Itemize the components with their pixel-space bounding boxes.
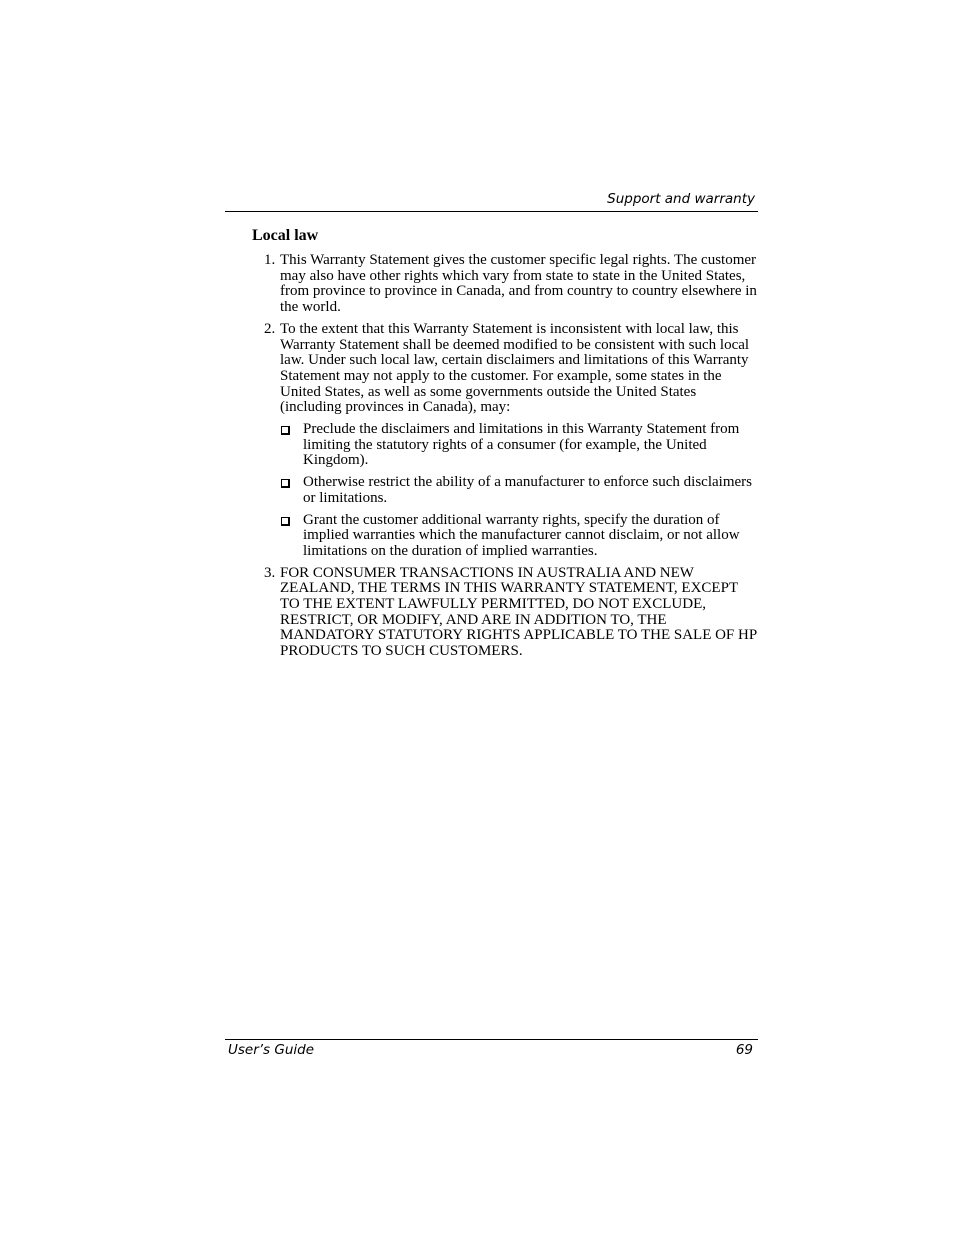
- list-item-1: [258, 253, 758, 316]
- checkbox-bullet-icon: [281, 426, 290, 435]
- numbered-list: [258, 253, 758, 666]
- list-item-2-text: To the extent that this Warranty Statement is inconsistent with local law, this Warranty Statement shall be deemed modified to be consistent with such local law. Under such local law, certain disclaimers and limitations of this Warranty Statement may not apply to the customer. For example, some states in the United States, as well as some governments outside the United States (including provinces in Canada), may:: [280, 320, 750, 416]
- section-heading: Local law: [252, 227, 319, 244]
- bullet-item-1: [258, 422, 758, 469]
- page-number: 69: [735, 1042, 753, 1058]
- list-marker-2: 2.: [264, 320, 276, 337]
- checkbox-bullet-icon: [281, 479, 290, 488]
- bullet-item-3: [258, 513, 758, 560]
- list-marker-1: 1.: [264, 252, 276, 268]
- bullet-item-3-text: Grant the customer additional warranty rights, specify the duration of implied warranties which the manufacturer cannot disclaim, or not allow limitations on the duration of implied warranties.: [303, 511, 740, 559]
- list-item-2: [258, 322, 758, 416]
- list-item-3-text: FOR CONSUMER TRANSACTIONS IN AUSTRALIA AND NEW ZEALAND, THE TERMS IN THIS WARRANTY STATEMENT, EXCEPT TO THE EXTENT LAWFULLY PERMITTED, DO NOT EXCLUDE, RESTRICT, OR MODIFY, AND ARE IN ADDITION TO, THE MANDATORY STATUTORY RIGHTS APPLICABLE TO THE SALE OF HP PRODUCTS TO SUCH CUSTOMERS.: [280, 564, 757, 660]
- header-rule: [225, 211, 758, 212]
- list-marker-3: 3.: [264, 564, 276, 581]
- bullet-list: [258, 422, 758, 560]
- footer-guide-title: User’s Guide: [228, 1042, 315, 1058]
- checkbox-bullet-icon: [281, 517, 290, 526]
- bullet-item-1-text: Preclude the disclaimers and limitations in this Warranty Statement from limiting the statutory rights of a consumer (for example, the United Kingdom).: [303, 421, 740, 469]
- footer-rule: [225, 1039, 758, 1040]
- bullet-item-2-text: Otherwise restrict the ability of a manufacturer to enforce such disclaimers or limitations.: [303, 474, 752, 506]
- bullet-item-2: [258, 475, 758, 506]
- running-header: Support and warranty: [607, 191, 755, 207]
- list-item-1-text: This Warranty Statement gives the customer specific legal rights. The customer may also have other rights which vary from state to state in the United States, from province to province in Canada, and from country to country elsewhere in the world.: [280, 252, 757, 316]
- list-item-3: [258, 566, 758, 660]
